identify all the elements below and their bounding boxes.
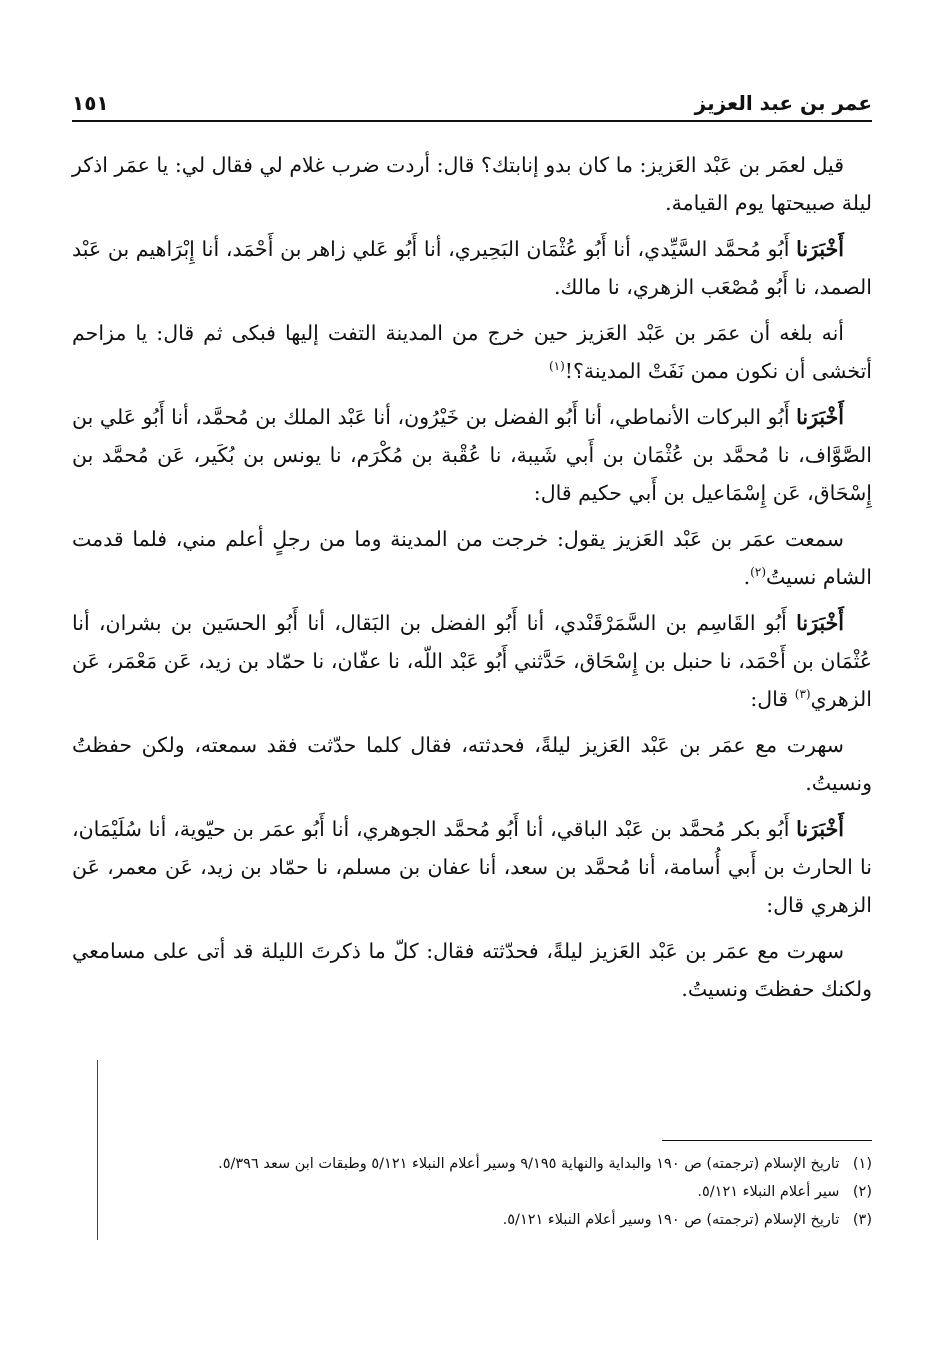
footnote-number: (١)	[852, 1156, 872, 1172]
footnote-number: (٣)	[852, 1212, 872, 1228]
paragraph-text: سهرت مع عمَر بن عَبْد العَزيز ليلةً، فحدّثته فقال: كلّ ما ذكرتَ الليلة قد أتى على مسامعي ولكنك حفظتَ ونسيتُ.	[72, 939, 872, 1001]
akhbarana-lead: أَخْبَرَنا	[796, 405, 844, 429]
isnad-text: أَبُو بكر مُحمَّد بن عَبْد الباقي، أنا أَبُو مُحمَّد الجوهري، أنا أَبُو عمَر بن حيّوية، أنا سُلَيْمَان، نا الحارث بن أَبي أُسامة، أنا مُحمَّد بن سعد، أنا عفان بن مسلم، نا حمّاد بن زيد، عَن معمر، عَن الزهري قال:	[72, 817, 872, 917]
footnote-text: سير أعلام النبلاء ٥/١٢١.	[697, 1184, 840, 1200]
footnote-ref-3: (٣)	[794, 687, 811, 701]
paragraph-2	[72, 314, 872, 390]
isnad-2	[72, 398, 872, 512]
paragraph-text: أنه بلغه أن عمَر بن عَبْد العَزيز حين خرج من المدينة التفت إليها فبكى ثم قال: يا مزاحم أتخشى أن نكون ممن نَفَتْ المدينة؟!	[72, 321, 872, 383]
footnote-3	[72, 1206, 872, 1234]
footnote-rule	[662, 1140, 872, 1141]
akhbarana-lead: أَخْبَرَنا	[796, 237, 844, 261]
isnad-4	[72, 810, 872, 924]
isnad-text: أَبُو القَاسِم بن السَّمَرْقَنْدي، أنا أَبُو الفضل بن البَقال، أنا أَبُو الحسَين بن بشران، أنا عُثْمَان بن أَحْمَد، نا حنبل بن إِسْحَاق، حَدَّثني أَبُو عَبْد اللّه، نا عفّان، نا حمّاد بن زيد، عَن مَعْمَر، عَن الزهري	[72, 611, 872, 711]
footnote-1	[72, 1150, 872, 1178]
footnote-ref-1: (١)	[548, 359, 565, 373]
paragraph-text: سهرت مع عمَر بن عَبْد العَزيز ليلةً، فحدثته، فقال كلما حدّثت فقد سمعته، ولكن حفظتُ ونسيتُ.	[72, 733, 872, 795]
paragraph-1	[72, 146, 872, 222]
footnote-text: تاريخ الإسلام (ترجمته) ص ١٩٠ والبداية والنهاية ٩/١٩٥ وسير أعلام النبلاء ٥/١٢١ وطبقات ابن سعد ٥/٣٩٦.	[218, 1156, 840, 1172]
isnad-1	[72, 230, 872, 306]
akhbarana-lead: أَخْبَرَنا	[796, 817, 844, 841]
footnotes	[72, 1150, 872, 1234]
footnote-number: (٢)	[852, 1184, 872, 1200]
paragraph-text: سمعت عمَر بن عَبْد العَزيز يقول: خرجت من المدينة وما من رجلٍ أعلم مني، فلما قدمت الشام نسيتُ	[72, 527, 872, 589]
isnad-3	[72, 604, 872, 718]
isnad-text: أَبُو مُحمَّد السَّيِّدي، أنا أَبُو عُثْمَان البَحِيري، أنا أَبُو عَلي زاهر بن أَحْمَد، أنا إِبْرَاهيم بن عَبْد الصمد، نا أَبُو مُصْعَب الزهري، نا مالك.	[72, 237, 872, 299]
footnote-text: تاريخ الإسلام (ترجمته) ص ١٩٠ وسير أعلام النبلاء ٥/١٢١.	[502, 1212, 840, 1228]
main-text	[72, 146, 872, 1016]
running-title: عمر بن عبد العزيز	[694, 91, 872, 115]
paragraph-5	[72, 932, 872, 1008]
page-header	[72, 86, 872, 120]
paragraph-4	[72, 726, 872, 802]
akhbarana-lead: أَخْبَرَنا	[796, 611, 844, 635]
isnad-end: قال:	[750, 687, 795, 711]
page-number: ١٥١	[72, 91, 109, 115]
footnote-2	[72, 1178, 872, 1206]
isnad-text: أَبُو البركات الأنماطي، أنا أَبُو الفضل بن خَيْرُون، أنا عَبْد الملك بن مُحمَّد، أنا أَبُو عَلي بن الصَّوَّاف، نا مُحمَّد بن عُثْمَان بن أَبي شَيبة، نا عُقْبة بن مُكْرَم، نا يونس بن بُكَير، عَن مُحمَّد بن إِسْحَاق، عَن إِسْمَاعيل بن أَبي حكيم قال:	[72, 405, 872, 505]
paragraph-text: قيل لعمَر بن عَبْد العَزيز: ما كان بدو إنابتك؟ قال: أردت ضرب غلام لي فقال لي: يا عمَر اذكر ليلة صبيحتها يوم القيامة.	[72, 153, 872, 215]
header-rule	[72, 120, 872, 122]
paragraph-3	[72, 520, 872, 596]
footnote-ref-2: (٢)	[750, 565, 766, 579]
paragraph-end: .	[743, 565, 751, 589]
